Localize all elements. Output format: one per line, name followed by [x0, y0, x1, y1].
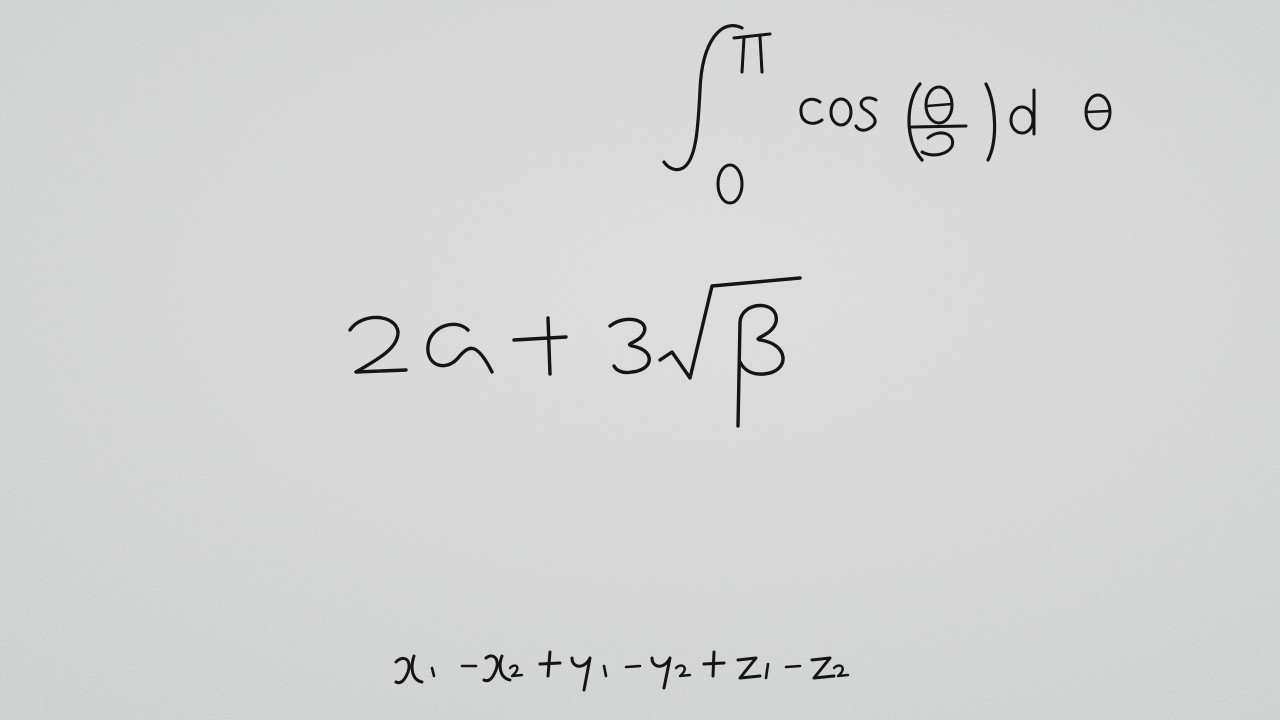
- x-two: [484, 656, 510, 681]
- y-two: [652, 658, 670, 688]
- z-two: [812, 658, 834, 678]
- y-one: [572, 658, 590, 690]
- z-one: [738, 658, 760, 678]
- x-one: [396, 656, 422, 683]
